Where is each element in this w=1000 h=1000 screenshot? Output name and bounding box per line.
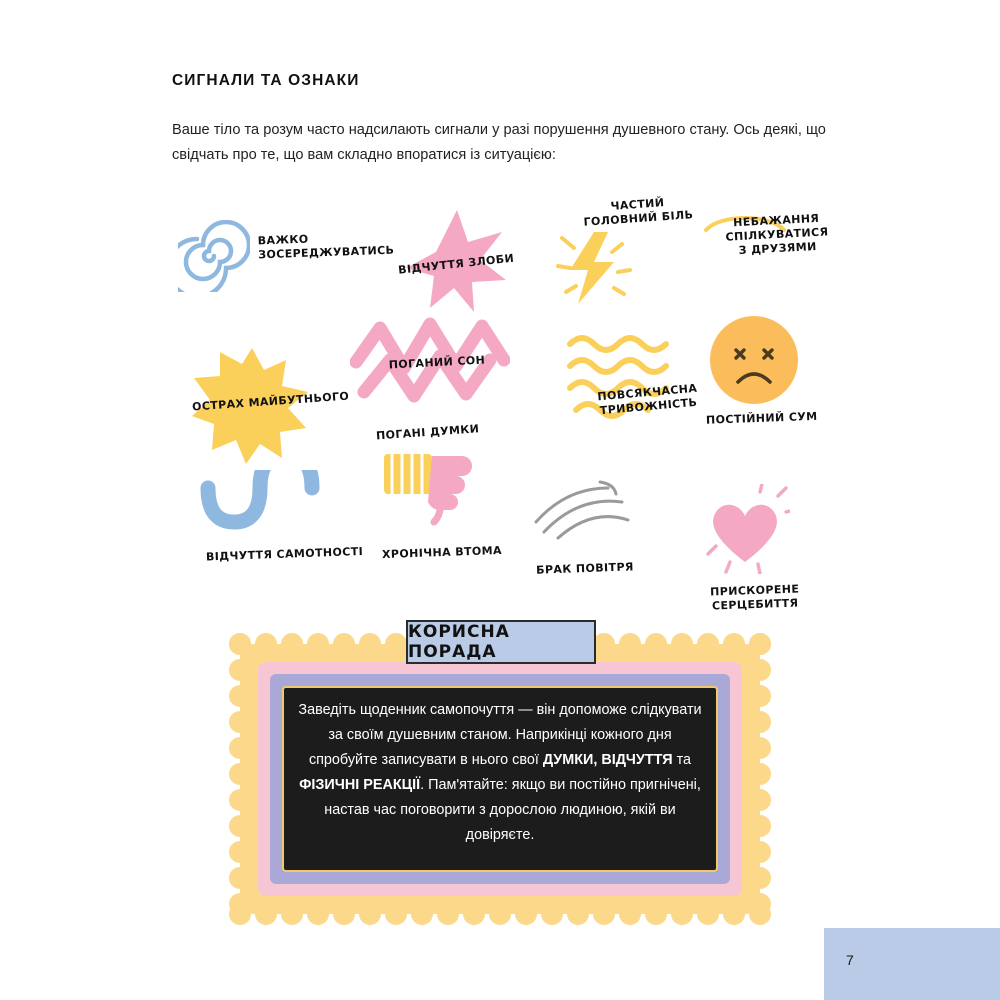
tip-text-run: та bbox=[672, 752, 692, 768]
sign-label-star: ВІДЧУТТЯ ЗЛОБИ bbox=[397, 251, 515, 277]
sign-label-friends: НЕБАЖАННЯ СПІЛКУВАТИСЯ З ДРУЗЯМИ bbox=[725, 211, 829, 258]
sign-label-zigzag: ПОГАНИЙ СОН bbox=[388, 353, 486, 372]
sign-bolt bbox=[548, 218, 648, 323]
sign-spiral bbox=[178, 220, 250, 297]
spiral-icon bbox=[178, 220, 250, 292]
sign-thumbsdown bbox=[378, 440, 498, 535]
sign-label-tired: ХРОНІЧНА ВТОМА bbox=[381, 543, 503, 562]
sign-label-waves: ПОВСЯКЧАСНА ТРИВОЖНІСТЬ bbox=[596, 381, 698, 418]
sign-label-frown: ПОСТІЙНИЙ СУМ bbox=[705, 409, 818, 427]
tip-text-emphasis: ФІЗИЧНІ РЕАКЦІЇ bbox=[299, 777, 421, 793]
sign-label-bolt: ЧАСТИЙ ГОЛОВНИЙ БІЛЬ bbox=[583, 196, 694, 229]
lightning-bolt-icon bbox=[548, 218, 648, 318]
sign-frown bbox=[706, 312, 802, 413]
sign-label-thumbsdown: ПОГАНІ ДУМКИ bbox=[375, 422, 480, 443]
sign-label-squiggle: ВІДЧУТТЯ САМОТНОСТІ bbox=[205, 544, 364, 564]
tip-text-emphasis: ДУМКИ, ВІДЧУТТЯ bbox=[542, 752, 673, 768]
tip-badge-label: КОРИСНА ПОРАДА bbox=[408, 622, 510, 662]
signs-illustration-grid bbox=[0, 190, 1000, 640]
tip-card bbox=[212, 612, 788, 932]
sign-label-line: ВАЖКО ЗОСЕРЕДЖУВАТИСЬ bbox=[257, 232, 395, 262]
sign-air bbox=[528, 476, 638, 551]
squiggle-icon bbox=[196, 470, 326, 540]
sad-face-icon bbox=[706, 312, 802, 408]
wind-lines-icon bbox=[528, 476, 638, 546]
heart-icon bbox=[700, 484, 790, 574]
thumbs-down-icon bbox=[378, 440, 498, 530]
intro-paragraph: Ваше тіло та розум часто надсилають сигнали у разі порушення душевного стану. Ось деякі, що свідчать про те, що вам складно впоратися із ситуацією: bbox=[172, 122, 826, 163]
sign-label-heart: ПРИСКОРЕНЕ СЕРЦЕБИТТЯ bbox=[709, 582, 800, 613]
page-title: СИГНАЛИ ТА ОЗНАКИ bbox=[172, 72, 360, 89]
tip-text bbox=[298, 698, 702, 848]
sign-label-spiral bbox=[258, 232, 394, 260]
tip-text-run: . Пам'ятайте: якщо ви постійно пригнічені, настав час поговорити з дорослою людиною, якій ви довіряєте. bbox=[324, 777, 701, 843]
tip-badge bbox=[406, 620, 596, 664]
sign-label-blob: ОСТРАХ МАЙБУТНЬОГО bbox=[191, 389, 350, 414]
sign-heart bbox=[700, 484, 790, 579]
tip-text-run: Заведіть щоденник самопочуття — він допоможе слідкувати за своїм душевним станом. Наприкінці кожного дня спробуйте записувати в нього свої bbox=[298, 702, 702, 768]
page-number-panel bbox=[824, 928, 1000, 1000]
page-number: 7 bbox=[846, 952, 854, 968]
sign-squiggle bbox=[196, 470, 326, 545]
sign-label-air: БРАК ПОВІТРЯ bbox=[535, 560, 635, 577]
